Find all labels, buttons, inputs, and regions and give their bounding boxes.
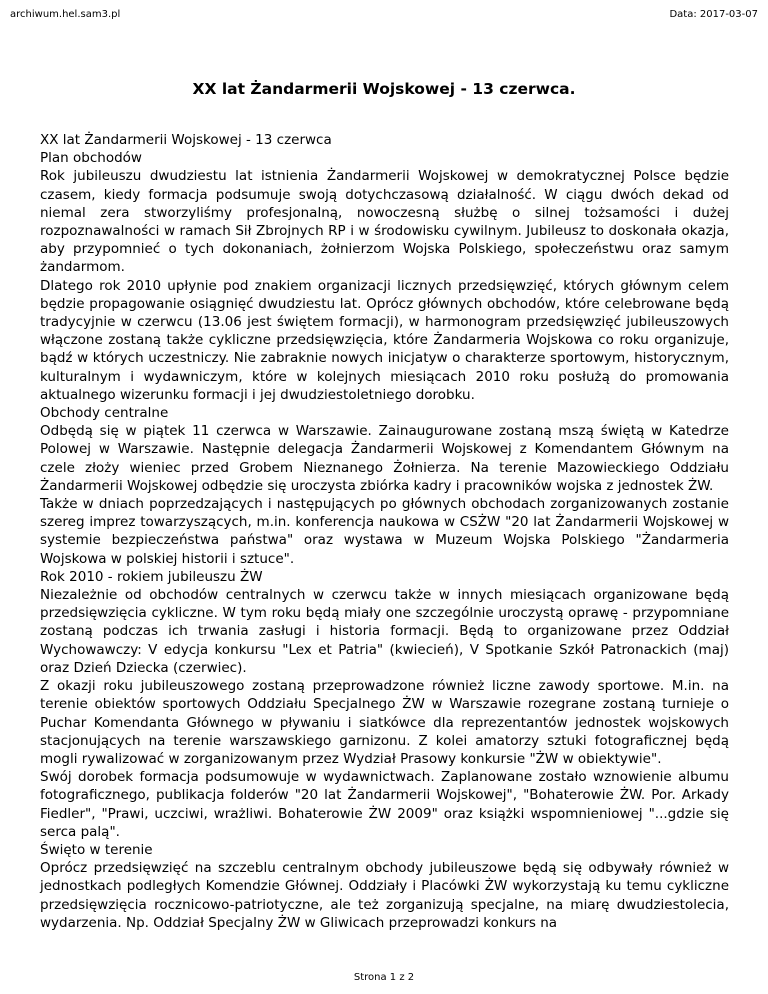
paragraph-field: Oprócz przedsięwzięć na szczeblu centralnym obchody jubileuszowe będą się odbywały również w jednostkach podległych Komendzie Głównej. Oddziały i Placówki ŻW wykorzystają ku temu cykliczne przedsięwzięcia rocznicowo-patriotyczne, ale też zorganizują specjalne, na miarę dwudziestolecia, wydarzenia. Np. Oddział Specjalny ŻW w Gliwicach przeprowadzi konkurs na (40, 860, 729, 931)
page-title: XX lat Żandarmerii Wojskowej - 13 czerwca. (192, 80, 576, 98)
section-heading-year: Rok 2010 - rokiem jubileuszu ŻW (40, 568, 263, 585)
site-url: archiwum.hel.sam3.pl (10, 9, 121, 20)
article-heading: XX lat Żandarmerii Wojskowej - 13 czerwca (40, 132, 332, 148)
section-heading-field: Święto w terenie (40, 841, 153, 858)
paragraph-sports: Z okazji roku jubileuszowego zostaną przeprowadzone również liczne zawody sportowe. M.in. na terenie obiektów sportowych Oddziału Specjalnego ŻW w Warszawie rozegrane zostaną turnieje o Puchar Komendanta Głównego w pływaniu i siatkówce dla reprezentantów jednostek wojskowych stacjonujących na terenie warszawskiego garnizonu. Z kolei amatorzy sztuki fotograficznej będą mogli rywalizować w zorganizowanym przez Wydział Prasowy konkursie "ŻW w obiektywie". (40, 678, 729, 767)
document-date: Data: 2017-03-07 (669, 9, 758, 20)
paragraph-cyclic: Niezależnie od obchodów centralnych w czerwcu także w innych miesiącach organizowane będą przedsięwzięcia cykliczne. W tym roku będą miały one szczególnie uroczystą oprawę - przypomniane zostaną podczas ich trwania zasługi i historia formacji. Będą to organizowane przez Oddział Wychowawczy: V edycja konkursu "Lex et Patria" (kwiecień), V Spotkanie Szkół Patronackich (maj) oraz Dzień Dziecka (czerwiec). (40, 587, 729, 676)
paragraph-accompanying: Także w dniach poprzedzających i następujących po głównych obchodach zorganizowanych zostanie szereg imprez towarzyszących, m.in. konferencja naukowa w CSŻW "20 lat Żandarmerii Wojskowej w systemie bezpieczeństwa państwa" oraz wystawa w Muzeum Wojska Polskiego "Żandarmeria Wojskowa w polskiej historii i sztuce". (40, 496, 729, 567)
paragraph-central: Odbędą się w piątek 11 czerwca w Warszawie. Zainaugurowane zostaną mszą świętą w Katedrze Polowej w Warszawie. Następnie delegacja Żandarmerii Wojskowej z Komendantem Głównym na czele złoży wieniec przed Grobem Nieznanego Żołnierza. Na terenie Mazowieckiego Oddziału Żandarmerii Wojskowej odbędzie się uroczysta zbiórka kadry i pracowników wojska z jednostek ŻW. (40, 423, 729, 494)
article-body (40, 131, 729, 932)
page-number: Strona 1 z 2 (353, 972, 415, 983)
paragraph-events: Dlatego rok 2010 upłynie pod znakiem organizacji licznych przedsięwzięć, których głównym celem będzie propagowanie osiągnięć dwudziestu lat. Oprócz głównych obchodów, które celebrowane będą tradycyjnie w czerwcu (13.06 jest świętem formacji), w harmonogram przedsięwzięć jubileuszowych włączone zostaną także cykliczne przedsięwzięcia, które Żandarmeria Wojskowa co roku organizuje, bądź w których uczestniczy. Nie zabraknie nowych inicjatyw o charakterze sportowym, historycznym, kulturalnym i wydawniczym, które w kolejnych miesiącach 2010 roku posłużą do promowania aktualnego wizerunku formacji i jej dwudziestoletniego dorobku. (40, 277, 729, 403)
section-heading-central: Obchody centralne (40, 405, 169, 422)
section-heading-plan: Plan obchodów (40, 150, 142, 167)
paragraph-intro: Rok jubileuszu dwudziestu lat istnienia Żandarmerii Wojskowej w demokratycznej Polsce będzie czasem, kiedy formacja podsumuje swoją dotychczasową działalność. W ciągu dwóch dekad od niemal zera stworzyliśmy profesjonalną, nowoczesną służbę o silnej tożsamości i dużej rozpoznawalności w ramach Sił Zbrojnych RP i w środowisku cywilnym. Jubileusz to doskonała okazja, aby przypomnieć o tych dokonaniach, żołnierzom Wojska Polskiego, społeczeństwu oraz samym żandarmom. (40, 168, 729, 276)
paragraph-publications: Swój dorobek formacja podsumowuje w wydawnictwach. Zaplanowane zostało wznowienie albumu fotograficznego, publikacja folderów "20 lat Żandarmerii Wojskowej", "Bohaterowie ŻW. Por. Arkady Fiedler", "Prawi, uczciwi, wrażliwi. Bohaterowie ŻW 2009" oraz książki wspomnieniowej "...gdzie się serca palą". (40, 769, 729, 840)
